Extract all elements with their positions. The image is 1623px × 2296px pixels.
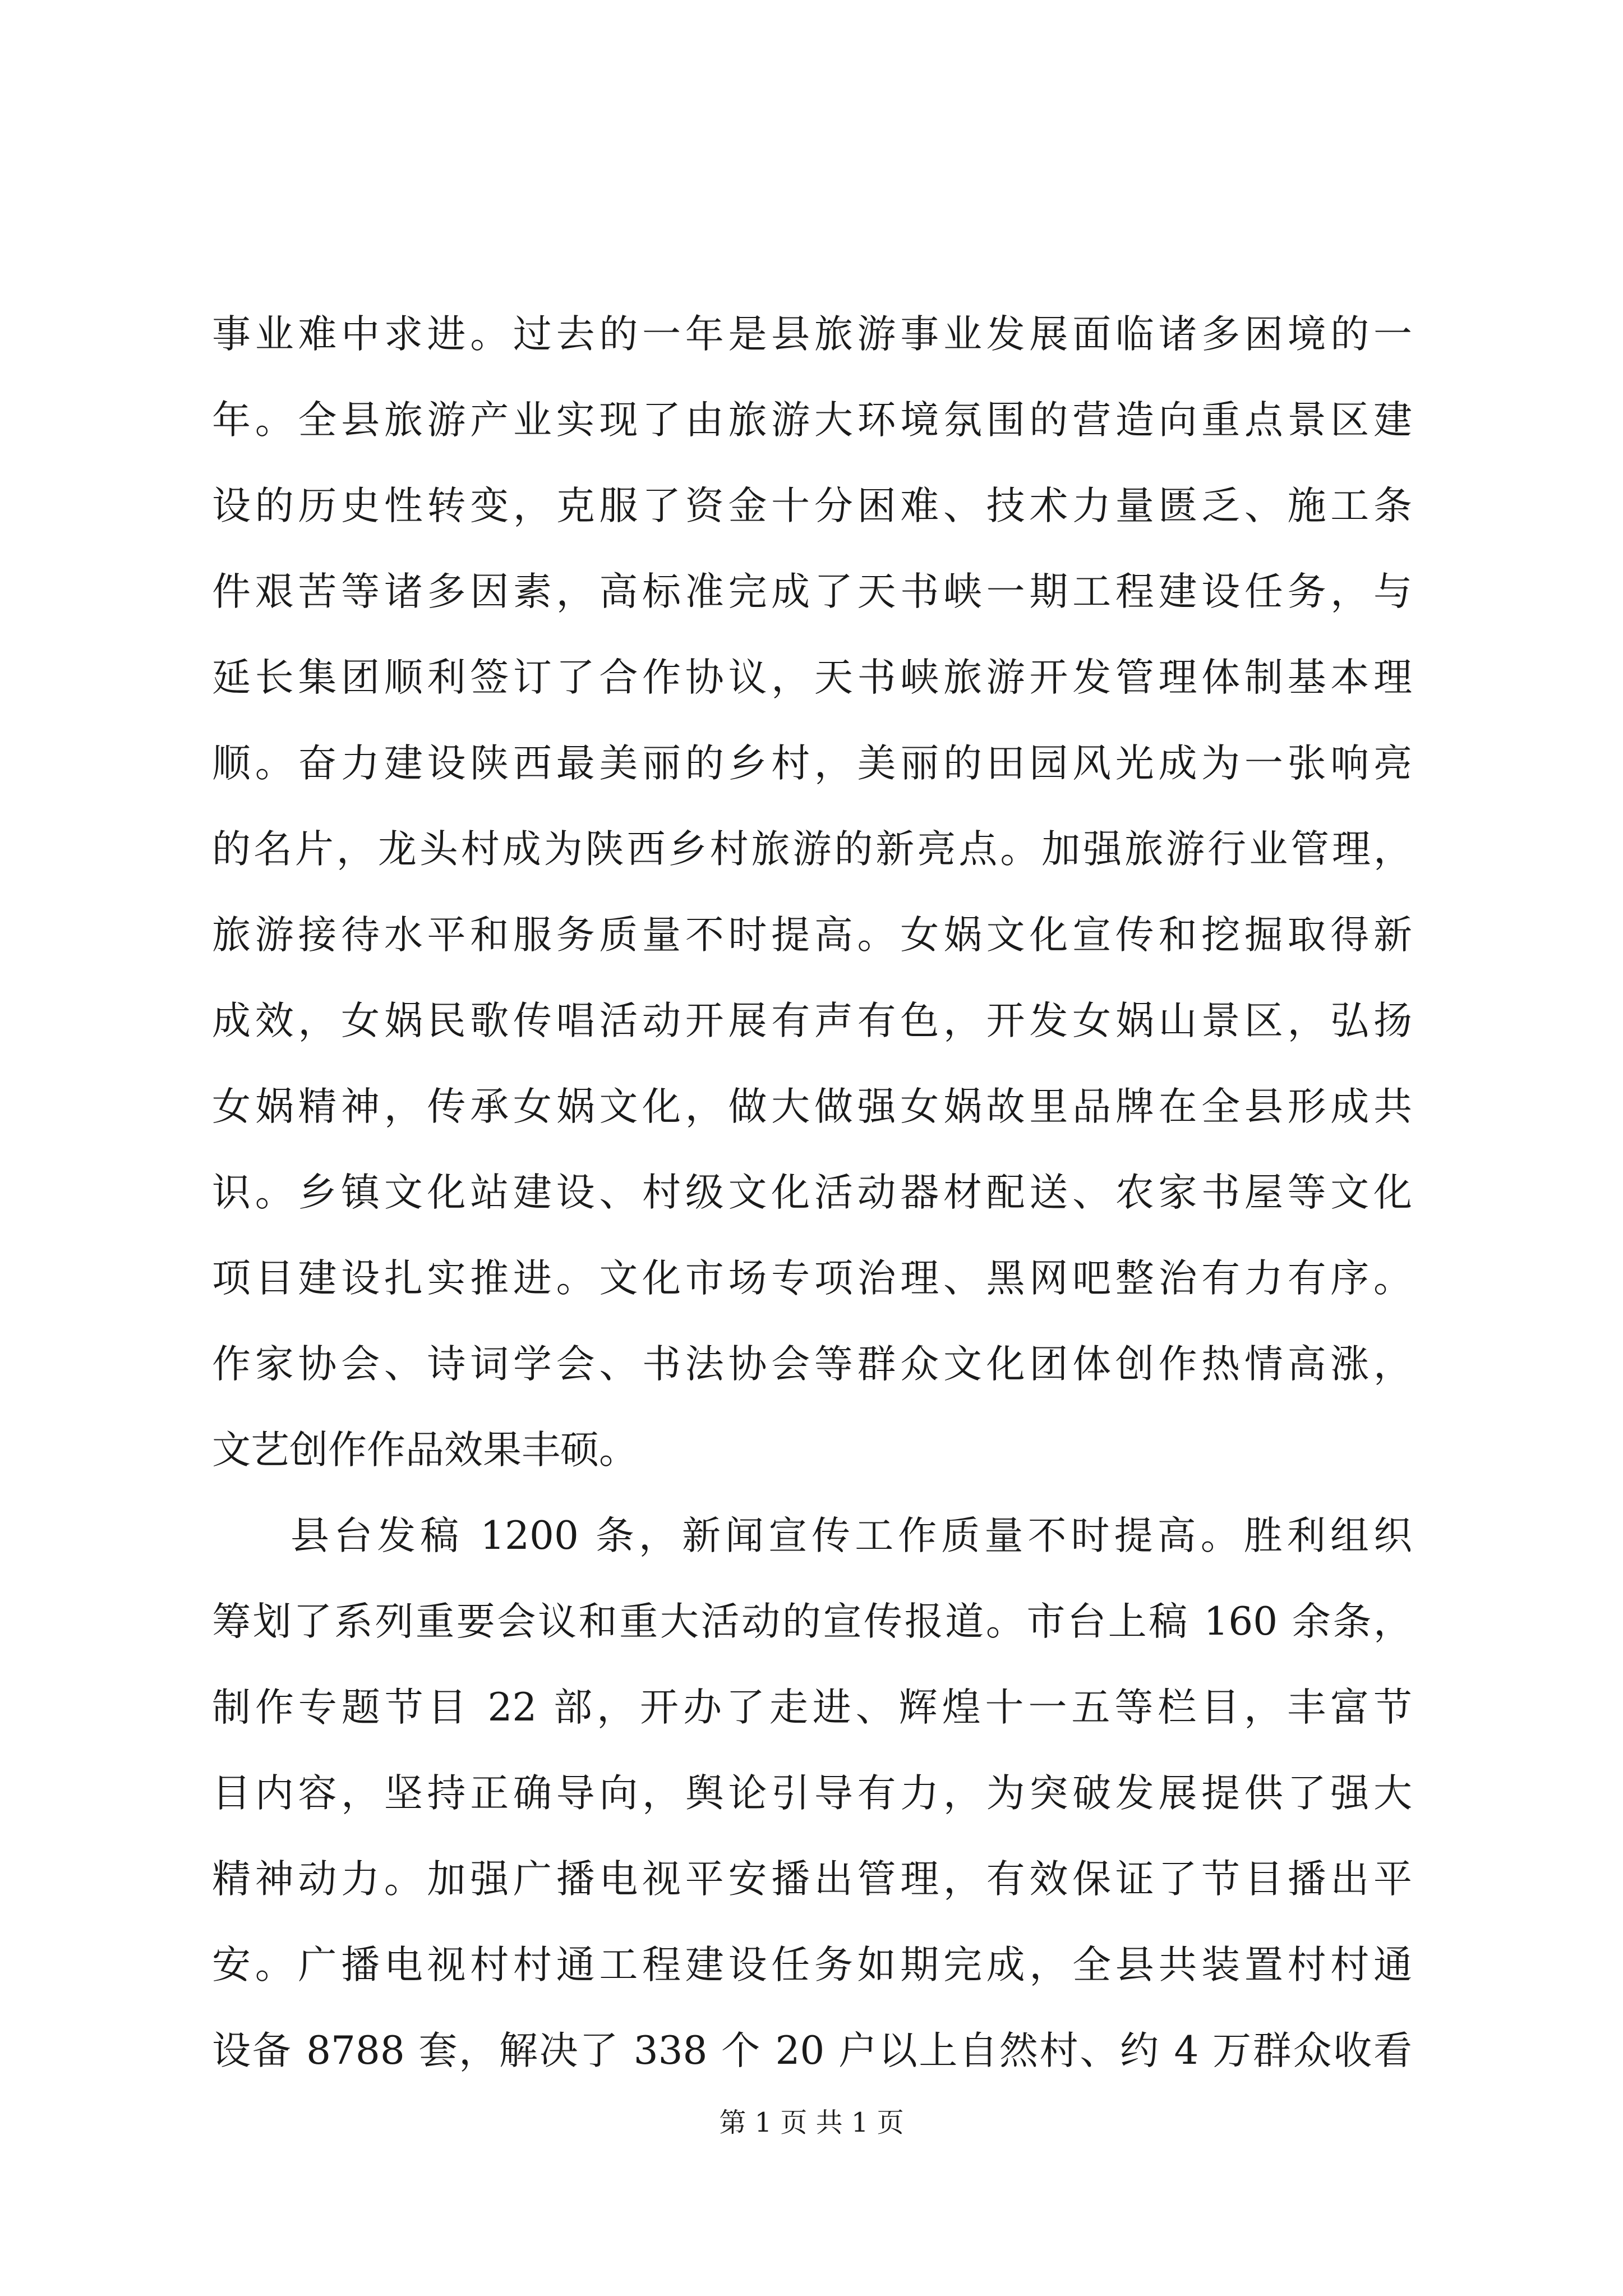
text-line: 县台发稿 1200 条，新闻宣传工作质量不时提高。胜利组织 xyxy=(291,1513,1412,1558)
text-line: 文艺创作作品效果丰硕。 xyxy=(212,1428,638,1473)
text-line: 延长集团顺利签订了合作协议，天书峡旅游开发管理体制基本理 xyxy=(212,655,1412,700)
text-line: 作家协会、诗词学会、书法协会等群众文化团体创作热情高涨， xyxy=(212,1342,1412,1387)
text-line: 制作专题节目 22 部，开办了走进、辉煌十一五等栏目，丰富节 xyxy=(212,1685,1412,1730)
text-line: 项目建设扎实推进。文化市场专项治理、黑网吧整治有力有序。 xyxy=(212,1256,1412,1301)
text-line: 筹划了系列重要会议和重大活动的宣传报道。市台上稿 160 余条， xyxy=(212,1599,1412,1644)
paragraph-2 xyxy=(212,1493,1412,2094)
page-number: 第 1 页 共 1 页 xyxy=(719,2107,904,2138)
text-line: 安。广播电视村村通工程建设任务如期完成，全县共装置村村通 xyxy=(212,1943,1412,1987)
text-line: 设的历史性转变，克服了资金十分困难、技术力量匮乏、施工条 xyxy=(212,484,1412,528)
text-line: 女娲精神，传承女娲文化，做大做强女娲故里品牌在全县形成共 xyxy=(212,1084,1412,1129)
text-line: 的名片，龙头村成为陕西乡村旅游的新亮点。加强旅游行业管理， xyxy=(212,827,1412,872)
text-line: 件艰苦等诸多因素，高标准完成了天书峡一期工程建设任务，与 xyxy=(212,569,1412,614)
text-line: 年。全县旅游产业实现了由旅游大环境氛围的营造向重点景区建 xyxy=(212,398,1412,443)
text-line: 旅游接待水平和服务质量不时提高。女娲文化宣传和挖掘取得新 xyxy=(212,913,1412,958)
text-line: 成效，女娲民歌传唱活动开展有声有色，开发女娲山景区，弘扬 xyxy=(212,999,1412,1043)
text-line: 顺。奋力建设陕西最美丽的乡村，美丽的田园风光成为一张响亮 xyxy=(212,741,1412,786)
page-footer xyxy=(0,2101,1623,2139)
paragraph-1 xyxy=(212,292,1412,1493)
text-line: 事业难中求进。过去的一年是县旅游事业发展面临诸多困境的一 xyxy=(212,312,1412,357)
text-line: 识。乡镇文化站建设、村级文化活动器材配送、农家书屋等文化 xyxy=(212,1170,1412,1215)
text-line: 设备 8788 套，解决了 338 个 20 户以上自然村、约 4 万群众收看 xyxy=(212,2028,1412,2073)
text-line: 目内容，坚持正确导向，舆论引导有力，为突破发展提供了强大 xyxy=(212,1771,1412,1816)
text-line: 精神动力。加强广播电视平安播出管理，有效保证了节目播出平 xyxy=(212,1857,1412,1902)
body-text xyxy=(212,292,1412,2094)
